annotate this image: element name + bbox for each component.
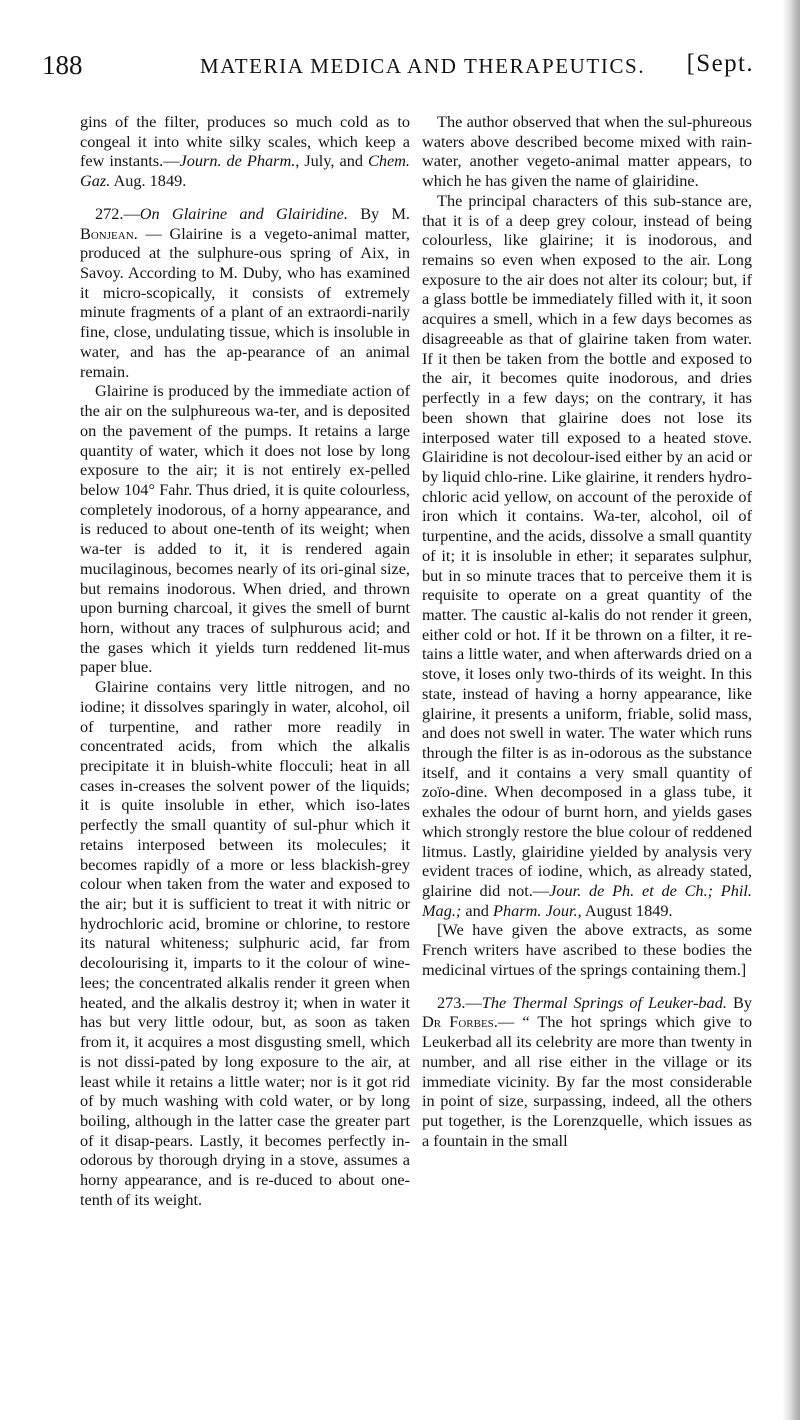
citation-italic: Journ. de Pharm.	[179, 151, 296, 171]
text-run: gins of the filter, produces so much cold as to congeal it into white silky scales, which keep a few instants.—	[80, 112, 410, 171]
paragraph: Glairine is produced by the immediate action of the air on the sulphureous wa-ter, and is deposited on the pavement of the pumps. It retains a large quantity of water, which it does not lose by long exposure to the air; it is not entirely ex-pelled below 104° Fahr. Thus dried, it is quite colourless, completely inodorous, of a horny appearance, and is reduced to about one-tenth of its weight; when wa-ter is added to it, it is rendered again mucilaginous, becomes nearly of its ori-ginal size, but remains inodorous. When dried, and thrown upon burning charcoal, it gives the smell of burnt horn, without any traces of sulphurous acid; and the gases which it yields turn reddened lit-mus paper blue.	[80, 381, 410, 677]
paragraph: The author observed that when the sul-phureous waters above described become mixed with rain-water, another vegeto-animal matter appears, to which he has given the name of glairidine.	[422, 112, 752, 191]
page-number: 188	[42, 50, 83, 80]
text-run: — Glairine is a vegeto-animal matter, produced at the sulphure-ous spring of Aix, in Savoy. According to M. Duby, who has examined it micro-scopically, it consists of extremely minute fragments of a plant of an extraordi-narily fine, close, undulating tissue, which is insoluble in water, and has the ap-pearance of an animal remain.	[80, 223, 410, 381]
running-title: MATERIA MEDICA AND THERAPEUTICS.	[200, 54, 646, 78]
text-run: , July, and	[295, 151, 368, 171]
running-header	[42, 44, 780, 80]
article-author: Dr Forbes.	[422, 1012, 498, 1032]
citation-italic: Pharm. Jour.	[493, 900, 578, 920]
text-run: The principal characters of this sub-stance are, that it is of a deep grey colour, instead of being colourless, like glairine; it is inodorous, and remains so even when exposed to the air. Long exposure to the air does not alter its colour; but, if a glass bottle be immediately filled with it, it soon acquires a smell, which in a few days becomes as disagreeable as that of glairine taken from water. If it then be taken from the bottle and exposed to the air, it becomes quite inodorous, and dries perfectly in a few days; on the contrary, it has been shown that glairine does not lose its interposed water till exposed to a heated stove. Glairidine is not decolour-ised either by an acid or by liquid chlo-rine. Like glairine, it renders hydro-chloric acid yellow, on account of the peroxide of iron which it contains. Wa-ter, alcohol, oil of turpentine, and the acids, dissolve a small quantity of it; it is insoluble in ether; it separates sulphur, but in so minute traces that to perceive them it is requisite to operate on a great quantity of the matter. The caustic al-kalis do not render it green, either cold or hot. If it be thrown on a filter, it re-tains a little water, and when afterwards dried on a stove, it loses only two-thirds of its weight. In this state, instead of having a horny appearance, like glairine, it presents a uniform, friable, solid mass, and does not swell in water. The water which runs through the filter is as in-odorous as the substance itself, and it contains a very small quantity of zoïo-dine. When decomposed in a glass tube, it exhales the odour of burnt horn, and yields gases which strongly restore the blue colour of reddened litmus. Lastly, glairidine yielded by analysis very evident traces of iodine, which, as already stated, glairine did not.—	[422, 190, 752, 901]
text-run: — “ The hot springs which give to Leukerbad all its celebrity are more than twenty in number, and all rise either in the village or its immediate vicinity. By far the most considerable in point of size, surpassing, indeed, all the others put together, is the Lorenzquelle, which issues as a fountain in the small	[422, 1012, 752, 1150]
paragraph: Glairine contains very little nitrogen, and no iodine; it dissolves sparingly in water, alcohol, oil of turpentine, and rather more readily in concentrated acids, from which the alkalis precipitate it in bluish-white flocculi; heat in all cases in-creases the solvent power of the liquids; it is quite insoluble in ether, which iso-lates perfectly the small quantity of sul-phur which it retains interposed between its molecules; it becomes rapidly of a more or less blackish-grey colour when taken from the water and exposed to the air; but it is sufficient to treat it with nitric or hydrochloric acid, bromine or chlorine, to restore its natural whiteness; sulphuric acid, far from decolourising it, imparts to it the colour of wine-lees; the concentrated alkalis render it green when heated, and the alkalis destroy it; when in water it has but very little odour, but, as soon as taken from it, it acquires a most disgusting smell, which is not dissi-pated by long exposure to the air, at least while it retains a little water; nor is it got rid of by much washing with cold water, or by long boiling, although in the latter case the greater part of it disap-pears. Lastly, it becomes perfectly in-odorous by thorough drying in a stove, assumes a horny appearance, and is re-duced to about one-tenth of its weight.	[80, 677, 410, 1209]
text-run: and	[461, 900, 493, 920]
article-title: The Thermal Springs of Leuker-bad.	[481, 992, 727, 1012]
paragraph	[422, 191, 752, 921]
article-title: On Glairine and Glairidine.	[139, 203, 348, 223]
text-run: By M.	[347, 203, 410, 223]
article-272	[80, 204, 410, 381]
text-run: By	[726, 992, 752, 1012]
text-run: , August 1849.	[577, 900, 673, 920]
text-run: Aug. 1849.	[110, 171, 187, 191]
page-edge-shadow	[782, 0, 800, 1420]
article-author: Bonjean.	[80, 223, 138, 243]
section-label: [Sept.	[686, 50, 754, 77]
citation-italic: Chem. Gaz.	[80, 151, 411, 191]
editorial-note: [We have given the above extracts, as some French writers have ascribed to these bodies the medicinal virtues of the springs containing them.]	[422, 920, 752, 979]
article-273	[422, 993, 752, 1151]
citation-italic: Jour. de Ph. et de Ch.; Phil. Mag.;	[422, 881, 752, 920]
right-column	[422, 112, 752, 1150]
article-number: 273.—	[437, 992, 482, 1012]
left-column	[80, 112, 410, 1210]
article-number: 272.—	[95, 203, 140, 223]
paragraph-continuation	[80, 112, 410, 191]
